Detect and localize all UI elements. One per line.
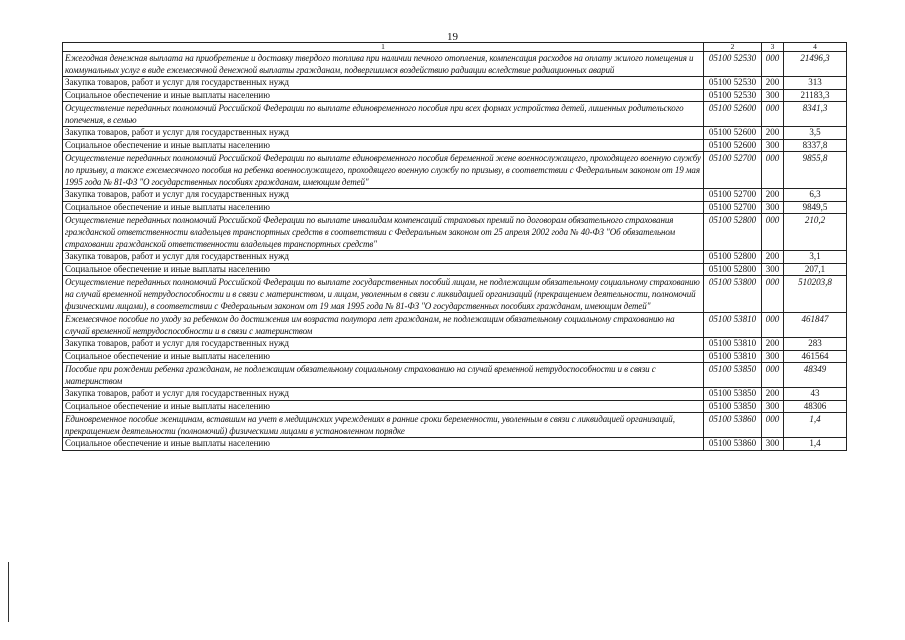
table-row-item [63,214,847,251]
row-code: 05100 53800 [704,276,762,313]
table-row-item [63,152,847,189]
row-description: Осуществление переданных полномочий Российской Федерации по выплате инвалидам компенсаций страховых премий по договорам обязательного страхования гражданской ответственности владельцев транспортных средств в соответствии с Федеральным законом от 25 апреля 2002 года № 40-ФЗ "Об обязательном страховании гражданской ответственности владельцев транспортных средств" [63,214,704,251]
table-row-subitem [63,77,847,90]
row-expense-type: 200 [762,77,784,90]
table-row-subitem [63,388,847,401]
row-code: 05100 52530 [704,89,762,102]
row-amount: 9849,5 [784,201,847,214]
table-row-item [63,52,847,77]
row-code: 05100 52600 [704,139,762,152]
table-row-subitem [63,89,847,102]
row-code: 05100 53810 [704,350,762,363]
row-amount: 313 [784,77,847,90]
table-row-item [63,313,847,338]
row-amount: 461564 [784,350,847,363]
row-expense-type: 000 [762,152,784,189]
row-description: Осуществление переданных полномочий Российской Федерации по выплате единовременного пособия при всех формах устройства детей, лишенных родительского попечения, в семью [63,102,704,127]
row-description: Социальное обеспечение и иные выплаты населению [63,350,704,363]
header-col-2: 2 [704,43,762,52]
row-code: 05100 52800 [704,214,762,251]
row-description: Ежегодная денежная выплата на приобретение и доставку твердого топлива при наличии печного отопления, компенсация расходов на оплату жилого помещения и коммунальных услуг в виде ежемесячной денежной выплаты гражданам, подвергшимся воздействию радиации вследствие радиационных аварий [63,52,704,77]
table-row-subitem [63,139,847,152]
row-description: Закупка товаров, работ и услуг для государственных нужд [63,127,704,140]
table-row-subitem [63,338,847,351]
table-row-item [63,276,847,313]
row-expense-type: 300 [762,201,784,214]
row-description: Закупка товаров, работ и услуг для государственных нужд [63,338,704,351]
row-amount: 8337,8 [784,139,847,152]
row-code: 05100 52800 [704,263,762,276]
budget-table [62,42,847,451]
table-row-subitem [63,251,847,264]
row-code: 05100 52600 [704,102,762,127]
row-code: 05100 52700 [704,152,762,189]
row-expense-type: 300 [762,400,784,413]
row-expense-type: 000 [762,313,784,338]
row-amount: 9855,8 [784,152,847,189]
row-code: 05100 53860 [704,438,762,451]
row-description: Ежемесячное пособие по уходу за ребенком до достижения им возраста полутора лет гражданам, не подлежащим обязательному социальному страхованию на случай временной нетрудоспособности и в связи с материнством [63,313,704,338]
row-expense-type: 200 [762,338,784,351]
row-amount: 3,5 [784,127,847,140]
row-expense-type: 200 [762,388,784,401]
row-code: 05100 53850 [704,388,762,401]
row-code: 05100 52600 [704,127,762,140]
row-description: Социальное обеспечение и иные выплаты населению [63,400,704,413]
table-row-subitem [63,400,847,413]
table-row-subitem [63,350,847,363]
row-expense-type: 000 [762,363,784,388]
row-description: Единовременное пособие женщинам, вставшим на учет в медицинских учреждениях в ранние сроки беременности, уволенным в связи с ликвидацией организаций, прекращением деятельности (полномочий) физическими лицами в установленном порядке [63,413,704,438]
row-description: Социальное обеспечение и иные выплаты населению [63,263,704,276]
row-expense-type: 300 [762,350,784,363]
row-expense-type: 300 [762,263,784,276]
row-expense-type: 200 [762,189,784,202]
row-expense-type: 000 [762,413,784,438]
row-amount: 21183,3 [784,89,847,102]
margin-mark [8,562,9,622]
table-row-subitem [63,127,847,140]
row-description: Социальное обеспечение и иные выплаты населению [63,201,704,214]
row-amount: 43 [784,388,847,401]
table-row-item [63,413,847,438]
row-amount: 3,1 [784,251,847,264]
row-code: 05100 53860 [704,413,762,438]
table-row-subitem [63,189,847,202]
row-code: 05100 52800 [704,251,762,264]
row-amount: 461847 [784,313,847,338]
table-row-subitem [63,438,847,451]
row-code: 05100 52530 [704,77,762,90]
row-code: 05100 53850 [704,363,762,388]
row-expense-type: 300 [762,438,784,451]
row-amount: 48306 [784,400,847,413]
row-code: 05100 53810 [704,338,762,351]
table-row-item [63,102,847,127]
row-expense-type: 300 [762,89,784,102]
header-col-4: 4 [784,43,847,52]
row-expense-type: 000 [762,214,784,251]
row-description: Социальное обеспечение и иные выплаты населению [63,139,704,152]
page-number: 19 [447,31,458,43]
row-description: Социальное обеспечение и иные выплаты населению [63,438,704,451]
row-amount: 1,4 [784,438,847,451]
row-code: 05100 52700 [704,189,762,202]
row-amount: 1,4 [784,413,847,438]
table-row-subitem [63,201,847,214]
row-description: Закупка товаров, работ и услуг для государственных нужд [63,77,704,90]
row-code: 05100 53810 [704,313,762,338]
row-expense-type: 000 [762,276,784,313]
row-description: Осуществление переданных полномочий Российской Федерации по выплате единовременного пособия беременной жене военнослужащего, проходящего военную службу по призыву, а также ежемесячного пособия на ребенка военнослужащего, проходящего военную службу по призыву, в соответствии с Федеральным законом от 19 мая 1995 года № 81-ФЗ "О государственных пособиях гражданам, имеющим детей" [63,152,704,189]
row-expense-type: 000 [762,102,784,127]
row-description: Социальное обеспечение и иные выплаты населению [63,89,704,102]
row-amount: 207,1 [784,263,847,276]
row-description: Закупка товаров, работ и услуг для государственных нужд [63,251,704,264]
row-amount: 283 [784,338,847,351]
table-header-row [63,43,847,52]
row-description: Закупка товаров, работ и услуг для государственных нужд [63,189,704,202]
row-amount: 210,2 [784,214,847,251]
row-expense-type: 200 [762,127,784,140]
row-code: 05100 52700 [704,201,762,214]
row-description: Пособие при рождении ребенка гражданам, не подлежащим обязательному социальному страхованию на случай временной нетрудоспособности и в связи с материнством [63,363,704,388]
header-col-1: 1 [63,43,704,52]
row-expense-type: 000 [762,52,784,77]
row-amount: 48349 [784,363,847,388]
row-code: 05100 53850 [704,400,762,413]
row-description: Закупка товаров, работ и услуг для государственных нужд [63,388,704,401]
row-amount: 21496,3 [784,52,847,77]
row-amount: 8341,3 [784,102,847,127]
row-description: Осуществление переданных полномочий Российской Федерации по выплате государственных пособий лицам, не подлежащим обязательному социальному страхованию на случай временной нетрудоспособности и в связи с материнством, и лицам, уволенным в связи с ликвидацией организаций (прекращением деятельности, полномочий физическими лицами), в соответствии с Федеральным законом от 19 мая 1995 года № 81-ФЗ "О государственных пособиях гражданам, имеющим детей" [63,276,704,313]
row-code: 05100 52530 [704,52,762,77]
header-col-3: 3 [762,43,784,52]
row-amount: 6,3 [784,189,847,202]
row-amount: 510203,8 [784,276,847,313]
table-row-subitem [63,263,847,276]
table-row-item [63,363,847,388]
row-expense-type: 300 [762,139,784,152]
row-expense-type: 200 [762,251,784,264]
